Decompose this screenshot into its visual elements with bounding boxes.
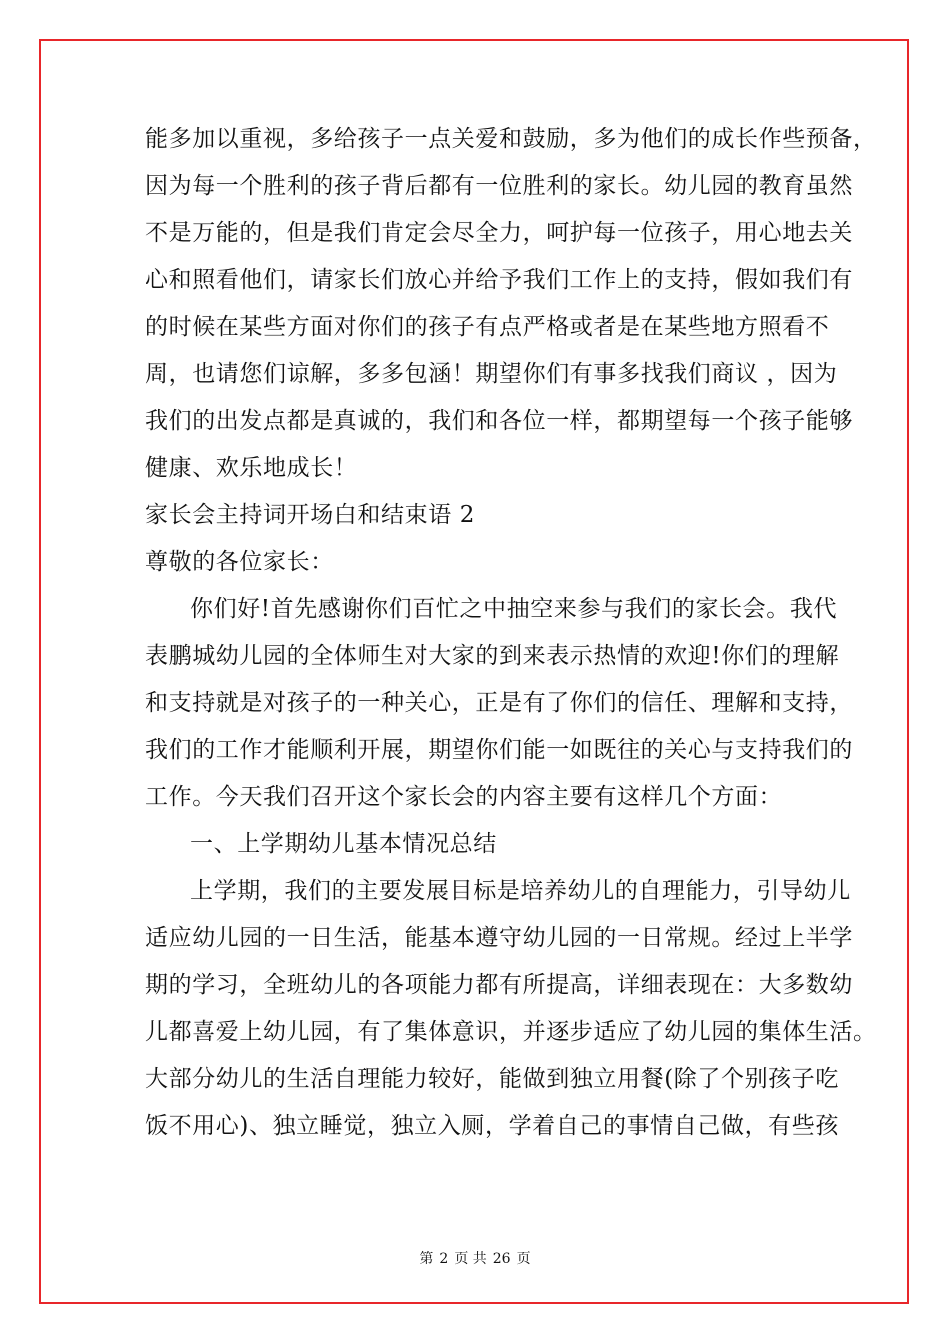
footer-suffix: 页 [516,1251,531,1267]
body-line: 工作。今天我们召开这个家长会的内容主要有这样几个方面： [145,784,783,810]
body-line: 表鹏城幼儿园的全体师生对大家的到来表示热情的欢迎!你们的理解 [145,643,840,669]
section-title: 家长会主持词开场白和结束语 2 [145,502,475,528]
body-line: 心和照看他们，请家长们放心并给予我们工作上的支持，假如我们有 [145,267,853,293]
body-line: 不是万能的，但是我们肯定会尽全力，呵护每一位孩子，用心地去关 [145,220,853,246]
footer-page-number: 2 [439,1251,449,1267]
body-line: 和支持就是对孩子的一种关心，正是有了你们的信任、理解和支持， [145,690,853,716]
body-line: 因为每一个胜利的孩子背后都有一位胜利的家长。幼儿园的教育虽然 [145,173,853,199]
body-line: 适应幼儿园的一日生活，能基本遵守幼儿园的一日常规。经过上半学 [145,925,853,951]
body-line: 期的学习，全班幼儿的各项能力都有所提高，详细表现在：大多数幼 [145,972,853,998]
body-line: 能多加以重视，多给孩子一点关爱和鼓励，多为他们的成长作些预备， [145,126,877,152]
body-line: 大部分幼儿的生活自理能力较好，能做到独立用餐(除了个别孩子吃 [145,1066,839,1092]
salutation: 尊敬的各位家长： [145,549,334,575]
body-line: 我们的工作才能顺利开展，期望你们能一如既往的关心与支持我们的 [145,737,853,763]
body-line: 饭不用心)、独立睡觉，独立入厕，学着自己的事情自己做，有些孩 [145,1113,839,1139]
body-line: 儿都喜爱上幼儿园，有了集体意识，并逐步适应了幼儿园的集体生活。 [145,1019,877,1045]
footer-prefix: 第 [419,1251,434,1267]
page-footer [0,1250,950,1268]
body-line: 上学期，我们的主要发展目标是培养幼儿的自理能力，引导幼儿 [190,878,851,904]
body-line: 我们的出发点都是真诚的，我们和各位一样，都期望每一个孩子能够 [145,408,853,434]
body-line: 健康、欢乐地成长！ [145,455,358,481]
body-line: 你们好!首先感谢你们百忙之中抽空来参与我们的家长会。我代 [190,596,838,622]
subsection-heading: 一、上学期幼儿基本情况总结 [190,831,497,857]
footer-page-total: 26 [492,1251,511,1267]
footer-mid: 页 共 [454,1251,487,1267]
body-line: 的时候在某些方面对你们的孩子有点严格或者是在某些地方照看不 [145,314,830,340]
body-line: 周，也请您们谅解，多多包涵！期望你们有事多找我们商议 ，因为 [145,361,838,387]
